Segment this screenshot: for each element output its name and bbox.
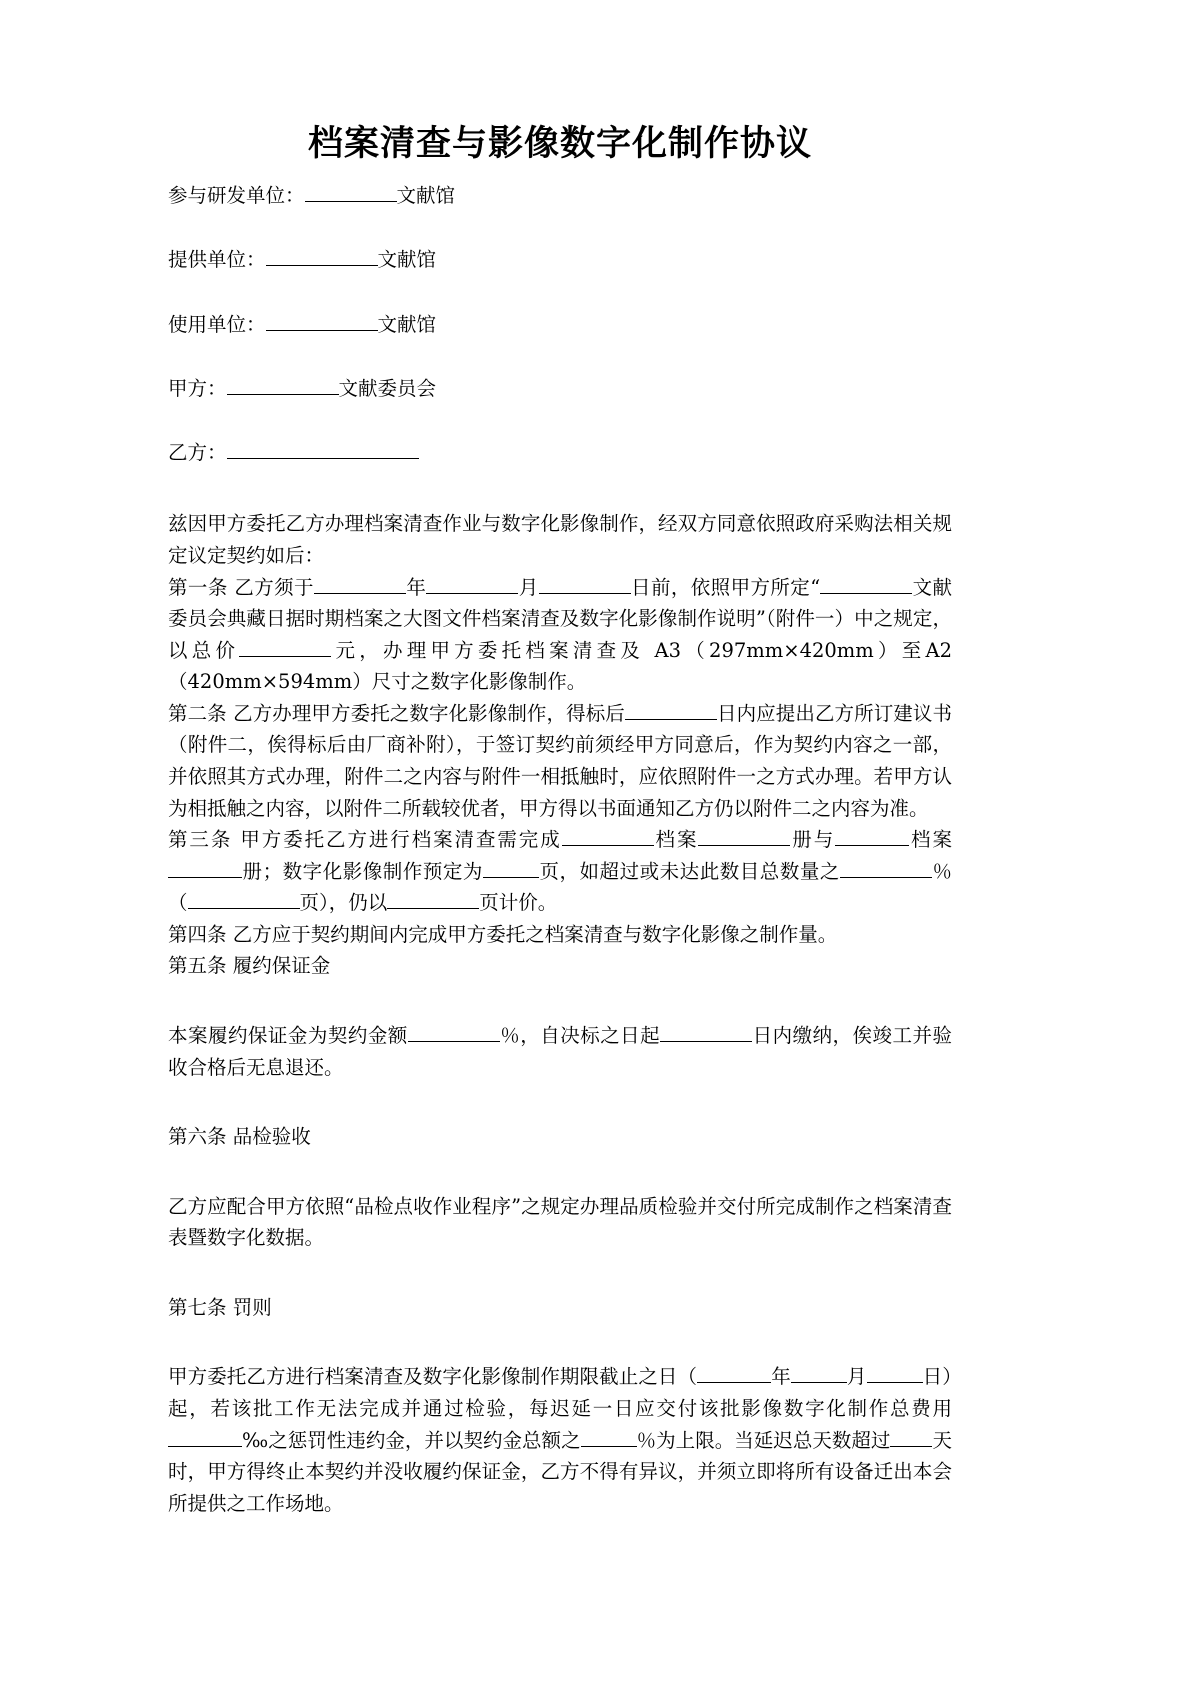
- article-7-blank-month[interactable]: [791, 1363, 847, 1384]
- article-1-blank-year[interactable]: [314, 573, 406, 594]
- field-party-b: [168, 438, 952, 468]
- field-participating-unit: [168, 181, 952, 211]
- article-3-seg5: 册；数字化影像制作预定为: [242, 859, 483, 883]
- preamble-paragraph: 兹因甲方委托乙方办理档案清查作业与数字化影像制作，经双方同意依照政府采购法相关规定议定契约如后：: [168, 512, 952, 567]
- field-providing-unit: [168, 245, 952, 275]
- spacer: [168, 1083, 952, 1121]
- field-blank-party-b[interactable]: [227, 439, 419, 460]
- article-7-blank-total-days[interactable]: [890, 1426, 932, 1447]
- field-label-party-a: 甲方：: [168, 376, 227, 400]
- spacer: [168, 1153, 952, 1191]
- spacer: [168, 1254, 952, 1292]
- article-1-paragraph: [168, 572, 952, 698]
- article-1-unit-month: 月: [518, 575, 539, 599]
- field-label-party-b: 乙方：: [168, 441, 227, 465]
- article-3-blank-4[interactable]: [168, 857, 242, 878]
- spacer: [168, 1323, 952, 1361]
- article-3-blank-1[interactable]: [562, 826, 654, 847]
- page-title: 档案清查与影像数字化制作协议: [307, 123, 812, 164]
- document-content: [168, 120, 952, 1519]
- field-blank-party-a[interactable]: [227, 374, 339, 395]
- article-7-blank-day[interactable]: [867, 1363, 923, 1384]
- field-party-a: [168, 374, 952, 404]
- article-3-blank-3[interactable]: [835, 826, 909, 847]
- article-3-seg4: 档案: [909, 828, 952, 852]
- article-2-lead: 第二条 乙方办理甲方委托之数字化影像制作，得标后: [168, 701, 625, 725]
- field-suffix-party-a: 文献委员会: [338, 376, 437, 400]
- field-label-participating-unit: 参与研发单位：: [168, 184, 305, 208]
- article-1-blank-day[interactable]: [539, 573, 631, 594]
- article-7-seg1: 甲方委托乙方进行档案清查及数字化影像制作期限截止之日（: [168, 1365, 698, 1389]
- article-2-rest: 日内应提出乙方所订建议书（附件二，俟得标后由厂商补附），于签订契约前须经甲方同意后，作为契约内容之一部，并依照其方式办理，附件二之内容与附件一相抵触时，应依照附件一之方式办理。若甲方认为相抵触之内容，以附件二所载较优者，甲方得以书面通知乙方仍以附件二之内容为准。: [168, 701, 952, 820]
- article-1-unit-year: 年: [405, 575, 427, 599]
- article-1-mid: 日前，依照甲方所定“: [630, 575, 821, 599]
- article-5-seg1: 本案履约保证金为契约金额: [168, 1024, 408, 1048]
- spacer: [168, 982, 952, 1020]
- article-5-seg3: 日内缴纳，俟竣工并验收合格后无息退还。: [168, 1024, 952, 1079]
- field-blank-participating-unit[interactable]: [305, 182, 397, 203]
- article-5-blank-days[interactable]: [660, 1022, 752, 1043]
- article-3-blank-5[interactable]: [483, 857, 539, 878]
- article-7-heading: 第七条 罚则: [168, 1295, 272, 1319]
- article-7-seg3: 月: [846, 1365, 867, 1389]
- article-5-seg2: ％，自决标之日起: [499, 1024, 661, 1048]
- article-3-seg7: ％（: [168, 859, 952, 915]
- article-4-paragraph: 第四条 乙方应于契约期间内完成甲方委托之档案清查与数字化影像之制作量。: [168, 922, 838, 946]
- article-7-paragraph: [168, 1361, 952, 1519]
- field-suffix-providing-unit: 文献馆: [377, 248, 437, 272]
- article-7-seg6: ％为上限。当延迟总天数超过: [636, 1428, 891, 1452]
- article-3-seg2: 档案: [653, 828, 699, 852]
- article-7-seg7: 天时，甲方得终止本契约并没收履约保证金，乙方不得有异议，并须立即将所有设备迁出本会所提供之工作场地。: [168, 1428, 952, 1515]
- field-blank-using-unit[interactable]: [266, 310, 378, 331]
- article-2-paragraph: [168, 698, 952, 824]
- article-7-seg5: ‰之惩罚性违约金，并以契约金总额之: [242, 1428, 581, 1452]
- article-3-blank-7[interactable]: [188, 889, 300, 910]
- field-suffix-participating-unit: 文献馆: [396, 184, 456, 208]
- article-3-paragraph: [168, 824, 952, 919]
- article-1-lead: 第一条 乙方须于: [168, 575, 314, 599]
- article-3-seg1: 第三条 甲方委托乙方进行档案清查需完成: [168, 828, 562, 852]
- article-7-blank-cap[interactable]: [581, 1426, 637, 1447]
- article-1-blank-month[interactable]: [426, 573, 518, 594]
- article-3-seg6: 页，如超过或未达此数目总数量之: [538, 859, 840, 883]
- article-7-seg4: 日）起，若该批工作无法完成并通过检验，每迟延一日应交付该批影像数字化制作总费用: [168, 1365, 952, 1421]
- article-1-blank-price[interactable]: [239, 636, 331, 657]
- article-5-paragraph: [168, 1020, 952, 1083]
- field-label-using-unit: 使用单位：: [168, 312, 266, 336]
- article-3-blank-8[interactable]: [387, 889, 479, 910]
- article-3-seg3: 册与: [790, 828, 836, 852]
- article-7-blank-permille[interactable]: [168, 1426, 242, 1447]
- article-6-heading: 第六条 品检验收: [168, 1125, 311, 1149]
- field-using-unit: [168, 310, 952, 340]
- field-blank-providing-unit[interactable]: [266, 246, 378, 267]
- field-suffix-using-unit: 文献馆: [377, 312, 437, 336]
- article-1-body: 文献委员会典藏日据时期档案之大图文件档案清查及数字化影像制作说明”（附件一）中之规定，以总价: [168, 575, 952, 662]
- article-5-blank-percent[interactable]: [408, 1022, 500, 1043]
- article-7-blank-year[interactable]: [697, 1363, 771, 1384]
- article-6-paragraph: 乙方应配合甲方依照“品检点收作业程序”之规定办理品质检验并交付所完成制作之档案清查表暨数字化数据。: [168, 1194, 952, 1250]
- article-3-seg9: 页计价。: [479, 891, 558, 915]
- article-3-blank-6[interactable]: [840, 857, 932, 878]
- article-3-seg8: 页），仍以: [299, 891, 388, 915]
- article-1-blank-org[interactable]: [820, 573, 912, 594]
- article-1-tail: 元，办理甲方委托档案清查及 A3（297mm×420mm）至A2（420mm×594mm）尺寸之数字化影像制作。: [168, 638, 952, 694]
- article-7-seg2: 年: [771, 1365, 791, 1389]
- field-label-providing-unit: 提供单位：: [168, 248, 266, 272]
- article-2-blank-days[interactable]: [625, 699, 717, 720]
- article-5-heading: 第五条 履约保证金: [168, 954, 331, 978]
- article-3-blank-2[interactable]: [698, 826, 790, 847]
